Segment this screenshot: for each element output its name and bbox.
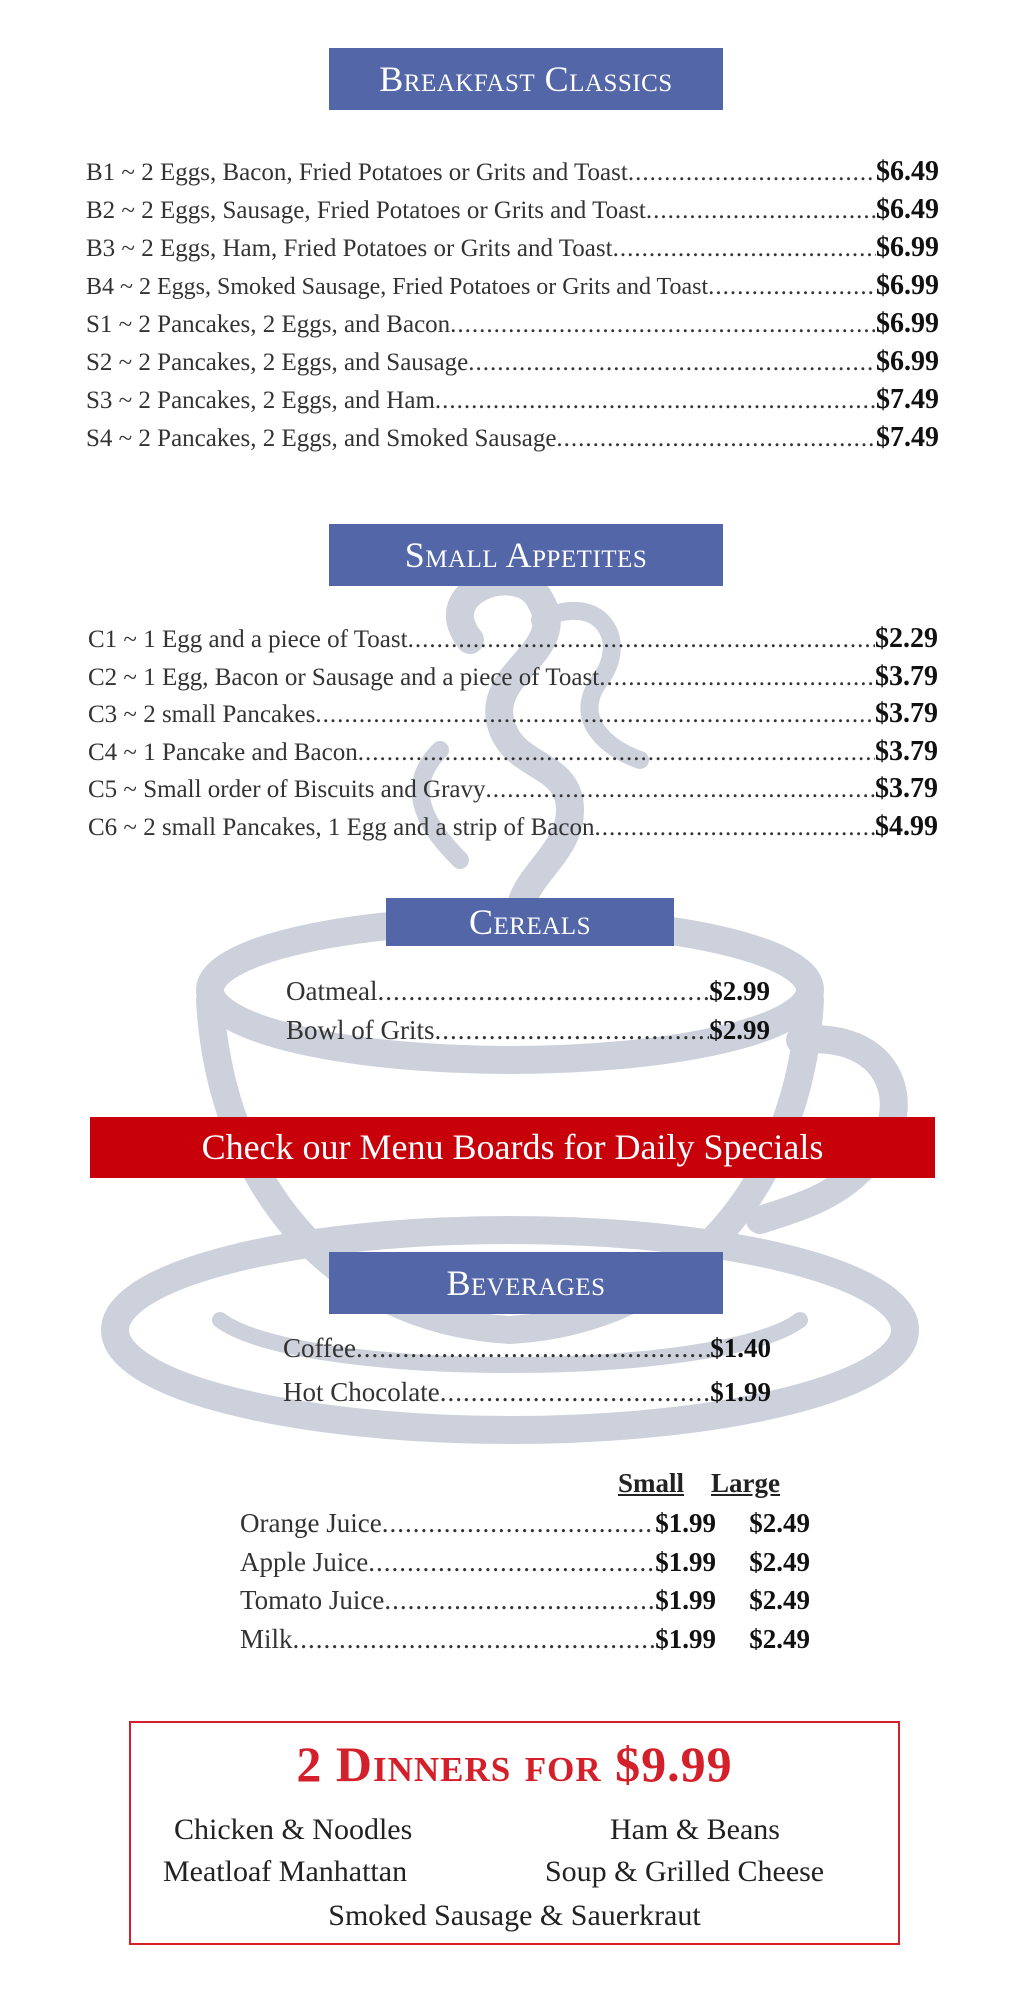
item-price: $3.79 — [875, 698, 938, 729]
leader-dots — [440, 1377, 711, 1408]
leader-dots — [293, 1624, 656, 1655]
item-price: $6.99 — [876, 346, 939, 377]
menu-item — [86, 384, 939, 422]
menu-item — [88, 623, 938, 661]
large-price: $2.49 — [749, 1585, 810, 1615]
item-name: C5 ~ Small order of Biscuits and Gravy — [88, 776, 486, 803]
breakfast-list — [86, 156, 939, 460]
juice-item — [240, 1547, 810, 1586]
large-price: $2.49 — [749, 1546, 810, 1577]
size-column-headers — [618, 1468, 818, 1499]
large-price: $2.49 — [749, 1623, 810, 1654]
small-price: $1.99 — [655, 1508, 716, 1538]
item-name: B2 ~ 2 Eggs, Sausage, Fried Potatoes or Grits and Toast — [86, 197, 646, 224]
juice-list — [240, 1508, 810, 1662]
menu-item — [86, 232, 939, 270]
leader-dots — [382, 1508, 656, 1539]
leader-dots — [377, 976, 709, 1007]
item-name: Apple Juice — [240, 1546, 369, 1577]
dinner-option: Ham & Beans — [610, 1813, 780, 1846]
menu-item — [283, 1333, 771, 1377]
dinner-option: Smoked Sausage & Sauerkraut — [328, 1899, 701, 1932]
menu-item — [86, 422, 939, 460]
leader-dots — [315, 701, 875, 729]
beverages-list — [283, 1333, 771, 1421]
leader-dots — [408, 626, 875, 654]
leader-dots — [435, 387, 876, 415]
leader-dots — [594, 814, 875, 842]
large-price: $2.49 — [749, 1508, 810, 1538]
menu-item — [86, 270, 939, 308]
item-name: B3 ~ 2 Eggs, Ham, Fried Potatoes or Grits and Toast — [86, 235, 613, 262]
item-name: Coffee — [283, 1333, 356, 1363]
juice-item — [240, 1585, 810, 1624]
small-size-header: Small — [618, 1468, 685, 1498]
small-appetites-list — [88, 623, 938, 848]
item-name: Oatmeal — [286, 976, 378, 1006]
item-name: Milk — [240, 1623, 293, 1654]
item-price: $7.49 — [876, 422, 939, 453]
item-price: $2.99 — [709, 1015, 770, 1045]
item-price: $6.49 — [876, 194, 939, 225]
item-price: $6.99 — [876, 232, 939, 263]
small-appetites-heading: Small Appetites — [329, 524, 723, 586]
item-price: $3.79 — [875, 660, 938, 692]
small-price: $1.99 — [655, 1585, 716, 1615]
leader-dots — [556, 425, 876, 453]
large-size-header: Large — [711, 1468, 780, 1498]
item-price: $6.99 — [876, 270, 939, 301]
item-name: C3 ~ 2 small Pancakes — [88, 701, 316, 728]
beverages-heading: Beverages — [329, 1252, 723, 1314]
leader-dots — [708, 273, 876, 301]
cereals-list — [286, 976, 770, 1054]
item-name: S3 ~ 2 Pancakes, 2 Eggs, and Ham — [86, 387, 435, 414]
menu-item — [88, 773, 938, 811]
juice-item — [240, 1624, 810, 1663]
item-name: S4 ~ 2 Pancakes, 2 Eggs, and Smoked Sausage — [86, 425, 557, 452]
menu-item — [86, 308, 939, 346]
leader-dots — [435, 1015, 710, 1046]
daily-specials-banner: Check our Menu Boards for Daily Specials — [90, 1117, 935, 1178]
leader-dots — [450, 311, 876, 339]
leader-dots — [368, 1547, 655, 1578]
item-name: Hot Chocolate — [283, 1377, 440, 1407]
cereals-heading: Cereals — [386, 898, 674, 946]
item-price: $2.99 — [709, 976, 770, 1006]
leader-dots — [613, 235, 876, 263]
item-name: S1 ~ 2 Pancakes, 2 Eggs, and Bacon — [86, 311, 451, 338]
dinner-option: Soup & Grilled Cheese — [545, 1855, 825, 1888]
leader-dots — [646, 197, 876, 225]
menu-item — [86, 194, 939, 232]
leader-dots — [628, 159, 876, 187]
item-price: $3.79 — [875, 735, 938, 767]
leader-dots — [468, 349, 876, 377]
dinner-deal-box — [129, 1721, 900, 1945]
item-name: Tomato Juice — [240, 1585, 385, 1615]
item-price: $6.49 — [876, 156, 939, 187]
item-name: C4 ~ 1 Pancake and Bacon — [88, 738, 358, 766]
item-name: S2 ~ 2 Pancakes, 2 Eggs, and Sausage — [86, 349, 469, 376]
item-price: $1.40 — [710, 1333, 771, 1363]
leader-dots — [358, 739, 875, 767]
menu-item — [88, 698, 938, 736]
leader-dots — [599, 664, 875, 692]
menu-item — [86, 156, 939, 194]
dinner-option: Chicken & Noodles — [174, 1813, 413, 1846]
dinner-deal-title: 2 Dinners for $9.99 — [296, 1736, 733, 1792]
small-price: $1.99 — [655, 1546, 716, 1577]
item-price: $6.99 — [876, 308, 939, 339]
item-name: C1 ~ 1 Egg and a piece of Toast — [88, 626, 408, 653]
menu-item — [286, 1015, 770, 1054]
dinner-option: Meatloaf Manhattan — [163, 1855, 408, 1888]
item-price: $4.99 — [875, 810, 938, 842]
menu-item — [88, 811, 938, 849]
item-name: Orange Juice — [240, 1508, 382, 1538]
item-price: $1.99 — [710, 1377, 771, 1407]
item-price: $3.79 — [875, 773, 938, 804]
juice-item — [240, 1508, 810, 1547]
small-price: $1.99 — [655, 1623, 716, 1654]
leader-dots — [486, 776, 876, 804]
leader-dots — [384, 1585, 655, 1616]
item-name: C2 ~ 1 Egg, Bacon or Sausage and a piece of Toast — [88, 663, 600, 691]
menu-item — [88, 661, 938, 699]
leader-dots — [356, 1333, 710, 1364]
item-price: $2.29 — [875, 623, 938, 654]
item-name: Bowl of Grits — [286, 1015, 435, 1045]
item-price: $7.49 — [876, 384, 939, 415]
item-name: B4 ~ 2 Eggs, Smoked Sausage, Fried Potatoes or Grits and Toast — [86, 274, 709, 300]
item-name: B1 ~ 2 Eggs, Bacon, Fried Potatoes or Grits and Toast — [86, 159, 628, 186]
menu-item — [286, 976, 770, 1015]
menu-item — [86, 346, 939, 384]
item-name: C6 ~ 2 small Pancakes, 1 Egg and a strip of Bacon — [88, 813, 595, 841]
breakfast-heading: Breakfast Classics — [329, 48, 723, 110]
menu-item — [283, 1377, 771, 1421]
menu-item — [88, 736, 938, 774]
